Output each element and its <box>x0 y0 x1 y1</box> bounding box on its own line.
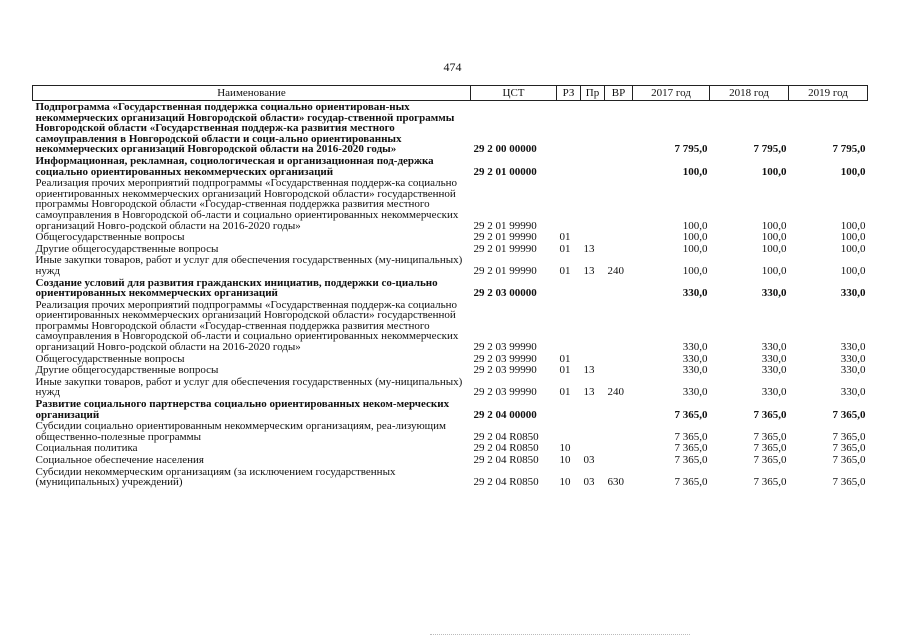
cell-name: Общегосударственные вопросы <box>35 352 185 365</box>
cell-cst: 29 2 01 99990 <box>473 264 537 277</box>
cell-y2018: 330,0 <box>761 386 787 399</box>
cell-pr <box>581 398 605 420</box>
cell-rz: 01 <box>559 231 571 244</box>
cell-cst: 29 2 01 00000 <box>473 165 537 178</box>
cell-cst: 29 2 03 99990 <box>473 352 537 365</box>
cell-name: Реализация прочих мероприятий подпрограммы «Государственная поддерж-ка социально ориентированных некоммерческих организаций Новгородской области» государственной программы Новгородской области «Государ-ственная поддержка развития местного самоуправления в Новгородской об-ласти и социально ориентированных некоммерческих организаций Новго-родской области на 2016-2020 годы» <box>35 177 459 232</box>
cell-pr <box>581 420 605 442</box>
cell-y2019: 100,0 <box>840 219 866 232</box>
cell-y2017: 100,0 <box>682 264 708 277</box>
table-row <box>33 466 868 488</box>
cell-y2019: 7 365,0 <box>832 476 866 489</box>
cell-pr: 13 <box>583 264 595 277</box>
cell-y2018: 330,0 <box>761 341 787 354</box>
cell-cst: 29 2 04 R0850 <box>473 454 539 466</box>
cell-y2017: 7 365,0 <box>674 476 708 489</box>
cell-y2019: 330,0 <box>840 386 866 399</box>
cell-y2017: 330,0 <box>682 352 708 365</box>
header-2019: 2019 год <box>789 86 868 101</box>
cell-y2018: 100,0 <box>761 242 787 255</box>
cell-name: Иные закупки товаров, работ и услуг для обеспечения государственных (му-ниципальных) нужд <box>35 375 463 399</box>
cell-vr <box>605 420 633 442</box>
cell-rz: 10 <box>559 454 571 466</box>
table-body <box>33 101 868 488</box>
page-number: 474 <box>443 60 462 74</box>
table-header-row <box>33 86 868 101</box>
cell-y2018: 7 365,0 <box>753 408 787 421</box>
footer-mark <box>430 634 690 638</box>
header-cst: ЦСТ <box>471 86 557 101</box>
cell-vr <box>605 442 633 454</box>
cell-vr: 630 <box>607 476 624 489</box>
table-row <box>33 364 868 376</box>
cell-cst: 29 2 03 99990 <box>473 341 537 354</box>
cell-y2019: 330,0 <box>840 364 866 377</box>
cell-pr <box>581 299 605 353</box>
cell-y2019: 7 795,0 <box>832 143 866 156</box>
table-row <box>33 277 868 299</box>
cell-name: Социальное обеспечение населения <box>35 454 204 466</box>
budget-table <box>32 85 868 488</box>
cell-vr <box>605 231 633 243</box>
cell-vr <box>605 353 633 365</box>
cell-vr <box>605 364 633 376</box>
cell-name: Развитие социального партнерства социально ориентированных неком-мерческих организаций <box>35 398 450 421</box>
cell-y2018: 7 365,0 <box>753 430 787 443</box>
cell-vr <box>605 101 633 155</box>
cell-rz: 01 <box>559 242 571 255</box>
cell-y2019: 100,0 <box>840 242 866 255</box>
cell-vr: 240 <box>607 386 624 399</box>
cell-y2019: 7 365,0 <box>832 442 866 455</box>
cell-y2017: 330,0 <box>682 341 708 354</box>
header-2017: 2017 год <box>633 86 710 101</box>
cell-y2018: 7 365,0 <box>753 454 787 466</box>
cell-vr <box>605 277 633 299</box>
table-row <box>33 177 868 231</box>
cell-y2018: 330,0 <box>761 352 787 365</box>
cell-name: Информационная, рекламная, социологическая и организационная под-держка социально ориентированных некоммерческих организаций <box>35 154 434 178</box>
cell-name: Субсидии некоммерческим организациям (за исключением государственных (муниципальных) учреждений) <box>35 465 396 489</box>
budget-table-container <box>32 85 867 488</box>
cell-y2019: 7 365,0 <box>832 408 866 421</box>
cell-y2017: 330,0 <box>682 386 708 399</box>
cell-cst: 29 2 01 99990 <box>473 219 537 232</box>
table-row <box>33 101 868 155</box>
table-row <box>33 353 868 365</box>
table-row <box>33 442 868 454</box>
cell-pr <box>581 277 605 299</box>
cell-cst: 29 2 01 99990 <box>473 242 537 255</box>
cell-y2018: 7 365,0 <box>753 476 787 489</box>
cell-name: Другие общегосударственные вопросы <box>35 242 219 255</box>
header-pr: Пр <box>581 86 605 101</box>
cell-y2017: 100,0 <box>682 165 708 178</box>
cell-y2019: 100,0 <box>840 231 866 244</box>
cell-name: Социальная политика <box>35 442 138 455</box>
cell-vr <box>605 243 633 255</box>
cell-y2018: 100,0 <box>761 231 787 244</box>
cell-pr <box>581 155 605 177</box>
table-row <box>33 376 868 398</box>
cell-cst: 29 2 03 00000 <box>473 287 537 300</box>
cell-name: Иные закупки товаров, работ и услуг для обеспечения государственных (му-ниципальных) нужд <box>35 254 463 277</box>
cell-rz <box>557 177 581 231</box>
cell-rz: 01 <box>559 264 571 277</box>
cell-cst: 29 2 00 00000 <box>473 143 537 156</box>
cell-cst: 29 2 04 R0850 <box>473 442 539 455</box>
cell-y2019: 330,0 <box>840 287 866 300</box>
table-row <box>33 454 868 466</box>
cell-name: Подпрограмма «Государственная поддержка социально ориентирован-ных некоммерческих организаций Новгородской области» государ-ственной программы Новгородской области «Государственная поддерж-ка развития местного самоуправления в Новгородской области и соци-ально ориентированных некоммерческих организаций Новгородской области на 2016-2020 годы» <box>35 101 455 156</box>
table-row <box>33 420 868 442</box>
cell-y2017: 330,0 <box>682 287 708 300</box>
cell-name: Общегосударственные вопросы <box>35 231 185 244</box>
cell-y2019: 7 365,0 <box>832 430 866 443</box>
cell-pr: 13 <box>583 364 595 377</box>
cell-y2018: 330,0 <box>761 364 787 377</box>
header-vr: ВР <box>605 86 633 101</box>
cell-y2018: 100,0 <box>761 219 787 232</box>
cell-name: Другие общегосударственные вопросы <box>35 364 219 377</box>
cell-y2018: 100,0 <box>761 264 787 277</box>
cell-pr: 03 <box>583 454 595 466</box>
cell-name: Реализация прочих мероприятий подпрограммы «Государственная поддерж-ка социально ориентированных некоммерческих организаций Новгородской области» государственной программы Новгородской области «Государ-ственная поддержка развития местного самоуправления в Новгородской об-ласти и социально ориентированных некоммерческих организаций Новго-родской области на 2016-2020 годы» <box>35 298 459 354</box>
table-row <box>33 299 868 353</box>
cell-pr: 13 <box>583 386 595 399</box>
cell-cst: 29 2 03 99990 <box>473 364 537 377</box>
cell-y2018: 330,0 <box>761 287 787 300</box>
cell-y2017: 7 795,0 <box>674 143 708 156</box>
cell-pr <box>581 353 605 365</box>
table-row <box>33 398 868 420</box>
header-2018: 2018 год <box>710 86 789 101</box>
cell-rz <box>557 299 581 353</box>
cell-y2017: 100,0 <box>682 242 708 255</box>
cell-rz: 10 <box>559 442 571 455</box>
cell-cst: 29 2 01 99990 <box>473 231 537 244</box>
cell-pr <box>581 442 605 454</box>
cell-rz: 01 <box>559 364 571 377</box>
cell-pr: 03 <box>583 476 595 489</box>
cell-pr <box>581 231 605 243</box>
cell-y2017: 100,0 <box>682 231 708 244</box>
cell-y2019: 100,0 <box>840 264 866 277</box>
cell-rz <box>557 101 581 155</box>
cell-rz: 01 <box>559 352 571 365</box>
cell-y2017: 7 365,0 <box>674 430 708 443</box>
cell-y2018: 100,0 <box>761 165 787 178</box>
cell-y2017: 330,0 <box>682 364 708 377</box>
header-name: Наименование <box>33 86 471 101</box>
cell-vr <box>605 398 633 420</box>
cell-pr: 13 <box>583 242 595 255</box>
cell-rz <box>557 398 581 420</box>
cell-y2019: 330,0 <box>840 352 866 365</box>
cell-pr <box>581 101 605 155</box>
cell-vr: 240 <box>607 264 624 277</box>
cell-rz: 01 <box>559 386 571 399</box>
cell-vr <box>605 177 633 231</box>
cell-y2017: 7 365,0 <box>674 408 708 421</box>
table-row <box>33 231 868 243</box>
cell-pr <box>581 177 605 231</box>
cell-y2019: 330,0 <box>840 341 866 354</box>
cell-y2018: 7 365,0 <box>753 442 787 455</box>
cell-cst: 29 2 04 00000 <box>473 408 537 421</box>
cell-rz <box>557 277 581 299</box>
cell-name: Субсидии социально ориентированным некоммерческим организациям, реа-лизующим общественно-полезные программы <box>35 420 447 443</box>
cell-rz <box>557 420 581 442</box>
header-rz: РЗ <box>557 86 581 101</box>
cell-vr <box>605 454 633 466</box>
table-row <box>33 254 868 276</box>
cell-rz: 10 <box>559 476 571 489</box>
cell-y2017: 100,0 <box>682 219 708 232</box>
cell-y2017: 7 365,0 <box>674 454 708 466</box>
cell-cst: 29 2 04 R0850 <box>473 476 539 489</box>
cell-y2018: 7 795,0 <box>753 143 787 156</box>
cell-rz <box>557 155 581 177</box>
cell-cst: 29 2 04 R0850 <box>473 430 539 443</box>
table-row <box>33 243 868 255</box>
cell-y2017: 7 365,0 <box>674 442 708 455</box>
cell-vr <box>605 299 633 353</box>
table-row <box>33 155 868 177</box>
cell-name: Создание условий для развития гражданских инициатив, поддержки со-циально ориентированных некоммерческих организаций <box>35 276 438 300</box>
cell-cst: 29 2 03 99990 <box>473 386 537 399</box>
cell-y2019: 7 365,0 <box>832 454 866 466</box>
cell-vr <box>605 155 633 177</box>
cell-y2019: 100,0 <box>840 165 866 178</box>
